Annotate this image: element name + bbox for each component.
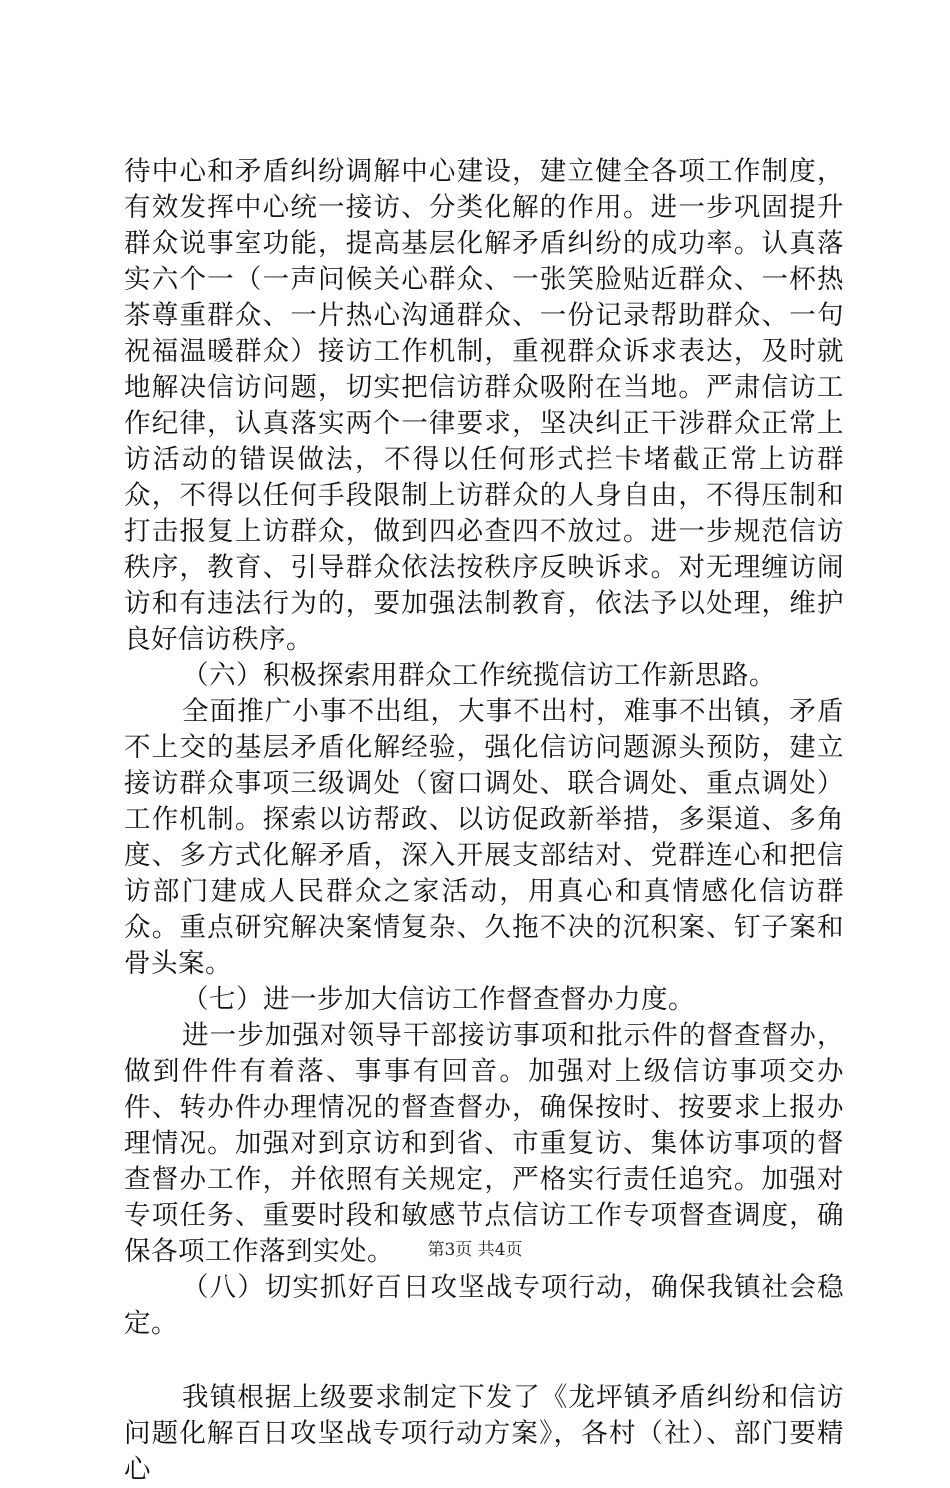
body-paragraph-3: 进一步加强对领导干部接访事项和批示件的督查督办，做到件件有着落、事事有回音。加强对上级信访事项交办件、转办件办理情况的督查督办，确保按时、按要求上报办理情况。加强对到京访和到省、市重复访、集体访事项的督查督办工作，并依照有关规定，严格实行责任追究。加强对专项任务、重要时段和敏感节点信访工作专项督查调度，确保各项工作落到实处。	[124, 1020, 844, 1267]
section-heading-7: （七）进一步加大信访工作督查督办力度。	[182, 984, 695, 1015]
body-paragraph-4: 我镇根据上级要求制定下发了《龙坪镇矛盾纠纷和信访问题化解百日攻坚战专项行动方案》，各村（社）、部门要精心	[124, 1382, 844, 1485]
section-heading-6: （六）积极探索用群众工作统揽信访工作新思路。	[182, 660, 776, 691]
page-number: 第3页 共4页	[427, 1240, 523, 1260]
section-heading-8: （八）切实抓好百日攻坚战专项行动，确保我镇社会稳定。	[124, 1272, 844, 1339]
document-body	[124, 154, 844, 1488]
body-paragraph-2: 全面推广小事不出组，大事不出村，难事不出镇，矛盾不上交的基层矛盾化解经验，强化信访问题源头预防，建立接访群众事项三级调处（窗口调处、联合调处、重点调处）工作机制。探索以访帮政、以访促政新举措，多渠道、多角度、多方式化解矛盾，深入开展支部结对、党群连心和把信访部门建成人民群众之家活动，用真心和真情感化信访群众。重点研究解决案情复杂、久拖不决的沉积案、钉子案和骨头案。	[124, 696, 844, 979]
body-paragraph-1: 待中心和矛盾纠纷调解中心建设，建立健全各项工作制度，有效发挥中心统一接访、分类化解的作用。进一步巩固提升群众说事室功能，提高基层化解矛盾纠纷的成功率。认真落实六个一（一声问候关心群众、一张笑脸贴近群众、一杯热茶尊重群众、一片热心沟通群众、一份记录帮助群众、一句祝福温暖群众）接访工作机制，重视群众诉求表达，及时就地解决信访问题，切实把信访群众吸附在当地。严肃信访工作纪律，认真落实两个一律要求，坚决纠正干涉群众正常上访活动的错误做法，不得以任何形式拦卡堵截正常上访群众，不得以任何手段限制上访群众的人身自由，不得压制和打击报复上访群众，做到四必查四不放过。进一步规范信访秩序，教育、引导群众依法按秩序反映诉求。对无理缠访闹访和有违法行为的，要加强法制教育，依法予以处理，维护良好信访秩序。	[124, 156, 844, 655]
